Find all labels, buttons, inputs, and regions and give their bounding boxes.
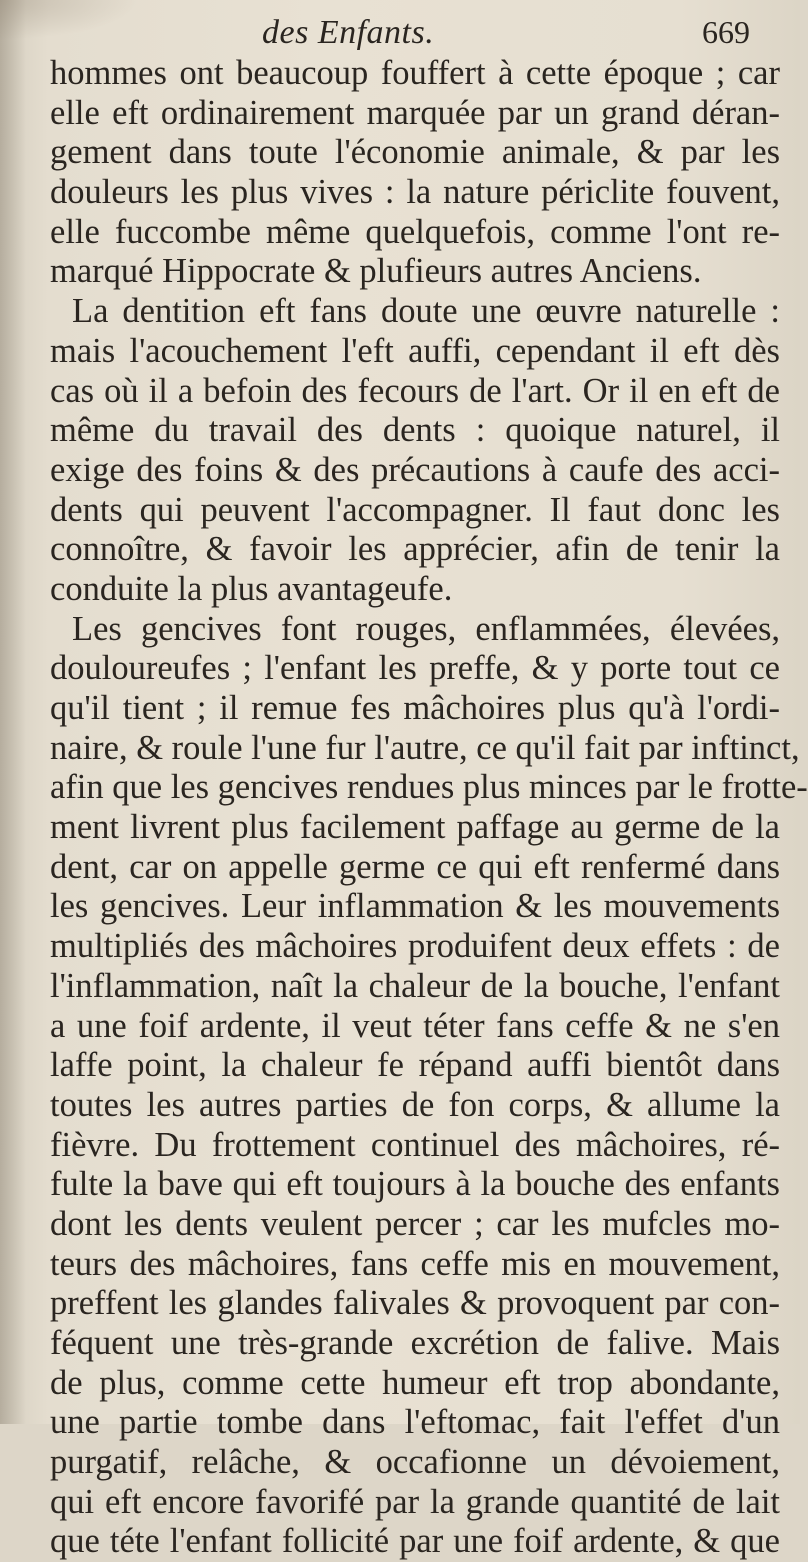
text-line: qui eft encore favorifé par la grande quantité de lait	[50, 1482, 780, 1521]
text-line: elle fuccombe même quelquefois, comme l'ont re-	[50, 212, 780, 251]
text-line: fulte la bave qui eft toujours à la bouche des enfants	[50, 1165, 780, 1204]
text-line: une partie tombe dans l'eftomac, fait l'effet d'un	[50, 1403, 780, 1442]
text-line: naire, & roule l'une fur l'autre, ce qu'il fait par inftinct,	[50, 728, 800, 767]
text-line: conduite la plus avantageufe.	[50, 569, 453, 608]
text-line: exige des foins & des précautions à caufe des acci-	[50, 450, 780, 489]
text-line: toutes les autres parties de fon corps, & allume la	[50, 1085, 780, 1124]
text-line: multipliés des mâchoires produifent deux effets : de	[50, 927, 780, 966]
text-line: dents qui peuvent l'accompagner. Il faut donc les	[50, 490, 780, 529]
text-line: douloureufes ; l'enfant les preffe, & y porte tout ce	[50, 649, 780, 688]
text-line: marqué Hippocrate & plufieurs autres Anciens.	[50, 252, 702, 291]
text-line: hommes ont beaucoup fouffert à cette époque ; car	[50, 54, 780, 92]
text-line: afin que les gencives rendues plus minces par le frotte-	[50, 768, 808, 807]
text-line: dent, car on appelle germe ce qui eft renfermé dans	[50, 847, 780, 886]
text-line: La dentition eft fans doute une œuvre naturelle :	[72, 292, 780, 331]
body-text	[50, 54, 808, 1562]
text-line: purgatif, relâche, & occafionne un dévoiement,	[50, 1443, 780, 1482]
text-line: teurs des mâchoires, fans ceffe mis en mouvement,	[50, 1244, 780, 1283]
text-line: preffent les glandes falivales & provoquent par con-	[50, 1284, 780, 1323]
running-head: des Enfants.	[262, 14, 435, 51]
text-line: dont les dents veulent percer ; car les mufcles mo-	[50, 1204, 780, 1243]
page-number: 669	[702, 14, 750, 50]
page-gutter-shadow	[0, 0, 26, 1424]
text-line: mais l'acouchement l'eft auffi, cependant il eft dès	[50, 331, 780, 370]
page-header	[0, 8, 800, 52]
text-line: gement dans toute l'économie animale, & par les	[50, 133, 780, 172]
text-line: même du travail des dents : quoique naturel, il	[50, 411, 780, 450]
text-line: qu'il tient ; il remue fes mâchoires plus qu'à l'ordi-	[50, 689, 780, 727]
text-line: ment livrent plus facilement paffage au germe de la	[50, 808, 780, 847]
text-line: douleurs les plus vives : la nature périclite fouvent,	[50, 173, 780, 212]
text-line: Les gencives font rouges, enflammées, élevées,	[72, 609, 780, 648]
text-line: connoître, & favoir les apprécier, afin de tenir la	[50, 530, 780, 569]
text-line: cas où il a befoin des fecours de l'art. Or il en eft de	[50, 371, 780, 410]
text-line: fièvre. Du frottement continuel des mâchoires, ré-	[50, 1125, 780, 1164]
text-line: a une foif ardente, il veut téter fans ceffe & ne s'en	[50, 1006, 780, 1045]
text-line: que téte l'enfant follicité par une foif ardente, & que	[50, 1522, 780, 1561]
text-line: laffe point, la chaleur fe répand auffi bientôt dans	[50, 1046, 780, 1085]
text-line: l'inflammation, naît la chaleur de la bouche, l'enfant	[50, 966, 780, 1005]
text-line: les gencives. Leur inflammation & les mouvements	[50, 887, 780, 926]
text-line: elle eft ordinairement marquée par un grand déran-	[50, 93, 780, 132]
text-line: de plus, comme cette humeur eft trop abondante,	[50, 1363, 780, 1402]
text-line: féquent une très-grande excrétion de falive. Mais	[50, 1324, 780, 1362]
